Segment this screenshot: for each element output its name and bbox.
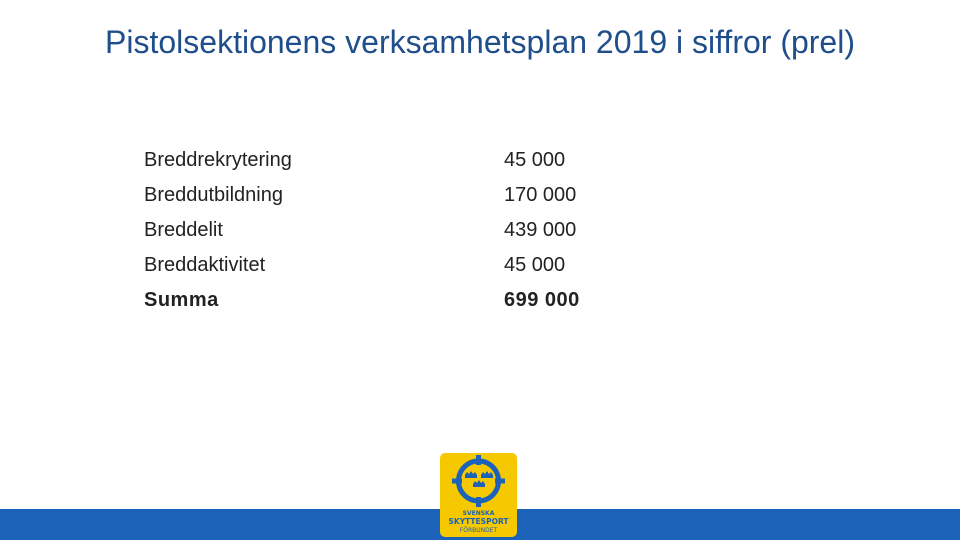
logo-text-line3: FÖRBUNDET: [459, 527, 498, 534]
total-label: Summa: [144, 289, 219, 311]
row-label: Breddrekrytering: [144, 149, 292, 171]
table-row: [0, 182, 960, 217]
row-label: Breddelit: [144, 219, 223, 241]
table-row-total: [0, 287, 960, 322]
row-value: 439 000: [504, 219, 577, 241]
row-label: Breddaktivitet: [144, 254, 266, 276]
logo-text-line1: SVENSKA: [462, 510, 495, 517]
row-value: 170 000: [504, 184, 577, 206]
table-row: [0, 147, 960, 182]
total-value: 699 000: [504, 289, 580, 311]
federation-logo: [440, 453, 517, 537]
row-label: Breddutbildning: [144, 184, 283, 206]
slide-title: Pistolsektionens verksamhetsplan 2019 i siffror (prel): [105, 24, 855, 60]
table-row: [0, 217, 960, 252]
logo-text-line2: SKYTTESPORT: [448, 517, 509, 526]
table-row: [0, 252, 960, 287]
row-value: 45 000: [504, 149, 566, 171]
row-value: 45 000: [504, 254, 566, 276]
